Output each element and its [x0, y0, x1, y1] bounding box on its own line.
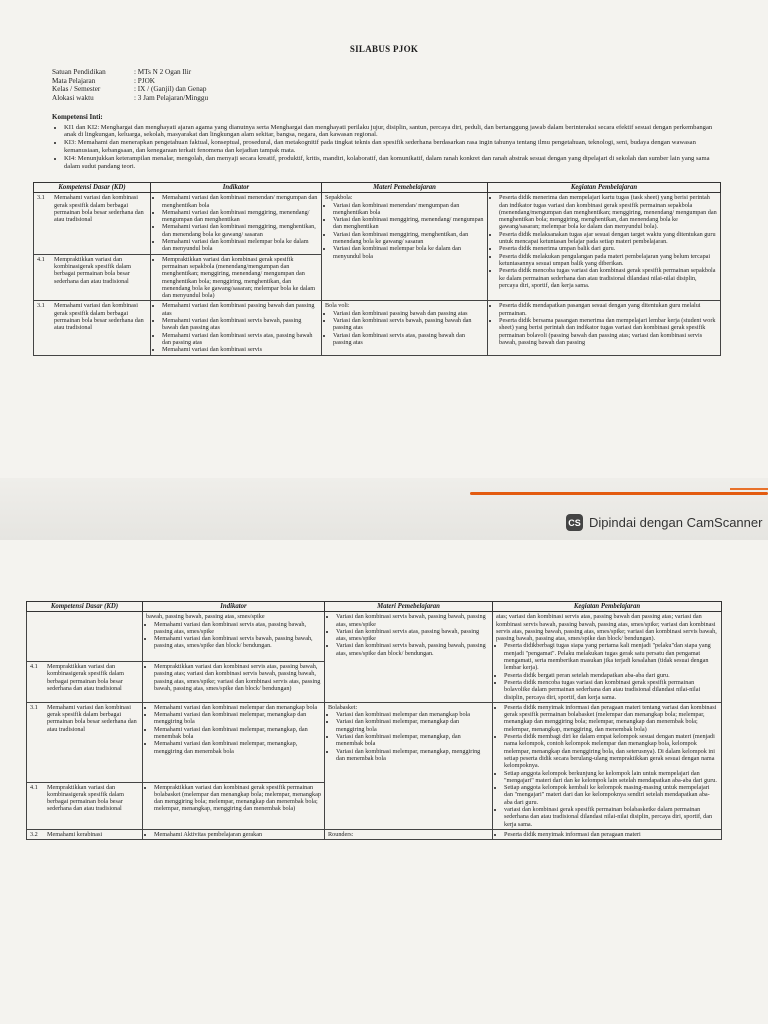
table-header-row — [34, 183, 721, 193]
materi-title: Bola voli: — [325, 302, 350, 310]
indikator-list — [146, 704, 321, 755]
kd-number: 3.1 — [37, 194, 45, 202]
indikator-item: • Mempraktikkan variasi dan kombinasi servis atas, passing bawah, passing atas; variasi dan kombinasi servis bawah, passing bawah, passing atas, smes/spike; variasi dan kombinasi servis atas, passing bawah, passing atas, smes/spike dan block/ bendungan) — [154, 663, 321, 692]
indikator-lead: bawah, passing bawah, passing atas, smes/spike — [146, 613, 265, 621]
meta-row — [52, 68, 208, 77]
kegiatan-item: • Peserta didik menyimak informasi dan peragaan materi — [504, 831, 718, 838]
materi-item: • Variasi dan kombinasi menendan/ mengumpan dan menghentikan bola — [333, 202, 484, 217]
meta-label: Kelas / Semester — [52, 85, 101, 94]
header-kegiatan: Kegiatan Pembelajaran — [493, 602, 722, 612]
scan-edge-line-short — [730, 488, 768, 490]
indikator-list — [154, 302, 318, 353]
materi-title: Sepakbola: — [325, 194, 353, 202]
kd-text: Memahami variasi dan kombinasi gerak spesifik dalam berbagai permainan bola besar sederhana dan atau tradisional — [47, 703, 137, 733]
kompetensi-inti-title: Kompetensi Inti: — [52, 113, 103, 121]
materi-cell — [325, 702, 493, 829]
meta-block — [52, 68, 208, 102]
camscanner-text: Dipindai dengan CamScanner — [589, 515, 763, 530]
materi-item: • Variasi dan kombinasi melempar, menangkap dan menggiring bola — [336, 718, 489, 733]
kegiatan-item: • Peserta didik mencoba tugas variasi dan kombinasi gerak spesifik permainan bolavolike dalam permainan sederhana dan atau tradisional dilandasi nilai-nilai disiplin, percaya diri, sportif, dan kerja sama. — [504, 679, 718, 701]
materi-list — [325, 310, 484, 346]
header-materi: Materi Pemebelajaran — [322, 183, 488, 193]
indikator-item: • Memahami variasi dan kombinasi servis bawah, passing bawah dan passing atas — [162, 317, 318, 332]
kegiatan-item: • Peserta didik melakukan pengulangan pada materi pembelajaran yang belum tercapai ketuntasannya sesuai umpan balik yang diberikan. — [499, 253, 717, 268]
indikator-cell — [151, 254, 322, 301]
kd-entry — [30, 704, 139, 733]
kegiatan-item: • Peserta didikberbagi tugas siapa yang pertama kali menjadi "pelaku"dan siapa yang menjadi "pengamat". Pelaku melakukan tugas gerak satu persatu dan pengamat mengamati, serta memberikan masukan jika terjadi kesalahan (tidak sesuai dengan lembar kerja). — [504, 642, 718, 671]
header-materi: Materi Pemebelajaran — [325, 602, 493, 612]
meta-value: : IX / (Ganjil) dan Genap — [134, 85, 207, 94]
indikator-list — [154, 256, 318, 300]
meta-value: : PJOK — [134, 76, 155, 85]
indikator-list — [146, 784, 321, 813]
indikator-item: • Memahami variasi dan kombinasi melempar, menangkap dan menggiring bola — [154, 711, 321, 726]
materi-item: • Variasi dan kombinasi menggiring, menghentikan, dan menendang bola ke gawang/ sasaran — [333, 231, 484, 246]
kegiatan-cell — [488, 301, 721, 355]
table-row — [27, 612, 722, 662]
meta-value: : 3 Jam Pelajaran/Minggu — [134, 93, 209, 102]
kd-entry — [37, 256, 147, 285]
kegiatan-item: • Peserta didik mencoba tugas variasi dan kombinasi gerak spesifik permainan sepakbola ke dalam permainan sederhana dan atau tradisional dilandasi nilai-nilai disiplin, percaya diri, sportif, dan kerja sama. — [499, 267, 717, 289]
kegiatan-item: • Setiap anggota kelompok berkunjung ke kelompok lain untuk mempelajari dan "mengajari" materi dari dan ke kelompok lain setelah mendapatkan aba-aba dari guru. — [504, 770, 718, 785]
indikator-item: • Memahami variasi dan kombinasi menendan/ mengumpan dan menghentikan bola — [162, 194, 318, 209]
kd-number: 4.1 — [30, 663, 38, 671]
kd-text: Mempraktikkan variasi dan kombinasigerak spesifik dalam berbagai permainan bola besar sederhana dan atau tradisional — [47, 783, 124, 813]
camscanner-watermark — [566, 514, 762, 531]
materi-list — [328, 711, 489, 762]
kd-cell — [27, 612, 143, 662]
indikator-cell — [143, 782, 325, 829]
header-indikator: Indikator — [143, 602, 325, 612]
kompetensi-inti-item: • KI4: Menunjukkan keterampilan menalar, mengolah, dan menyaji secara kreatif, produktif, kritis, mandiri, kolaboratif, dan komunikatif, dalam ranah konkret dan ranah abstrak sesuai dengan yang dipelajari di sekolah dan sumber lain yang sama dalam sudut pandang teori. — [64, 155, 720, 170]
kegiatan-item: • Peserta didik bersama pasangan menerima dan mempelajari lembar kerja (student work sheet) yang berisi perintah dan indikator tugas variasi dan kombinasi gerak spesifik permainan bolavoli (passing bawah dan passing atas; variasi dan kombinasi servis bawah, passing bawah dan passing — [499, 317, 717, 346]
kegiatan-cell — [488, 193, 721, 301]
materi-cell — [322, 301, 488, 355]
kegiatan-list — [491, 194, 717, 289]
indikator-cell — [151, 301, 322, 355]
kegiatan-item: • Peserta didik menerima dan mempelajari kartu tugas (task sheet) yang berisi perintah dan indikator tugas variasi dan kombinasi gerak spesifik permainan sepakbola (menendang/mengumpan dan menghentikan; menggiring, menendang/ mengumpan dan menghentikan bola; menggiring, menghentikan, dan menendang bola ke gawang/sasaran; melempar bola ke dalam dan menyundul bola). — [499, 194, 717, 230]
indikator-item: • Memahami variasi dan kombinasi melempar bola ke dalam dan menyundul bola — [162, 238, 318, 253]
meta-row — [52, 77, 208, 86]
kompetensi-inti-item: • KI1 dan KI2: Menghargai dan menghayati ajaran agama yang dianutnya serta Menghargai dan menghayati perilaku jujur, disiplin, santun, percaya diri, peduli, dan bertanggung jawab dalam berinteraksi secara efektif sesuai dengan perkembangan anak di lingkungan, keluarga, sekolah, masyarakat dan lingkungan alam sekitar, bangsa, negara, dan kawasan regional. — [64, 124, 720, 139]
kompetensi-inti — [52, 114, 720, 171]
indikator-list — [146, 831, 321, 838]
kegiatan-item: • Peserta didik mendapatkan pasangan sesuai dengan yang ditentukan guru melalui permainan. — [499, 302, 717, 317]
kd-entry — [37, 194, 147, 223]
materi-item: • Variasi dan kombinasi melempar, menangkap, dan menembak bola — [336, 733, 489, 748]
table-row — [34, 301, 721, 355]
kegiatan-item: • Peserta didik bergati peran setelah mendapatkan aba-aba dari guru. — [504, 672, 718, 679]
indikator-item: • Memahami variasi dan kombinasi passing bawah dan passing atas — [162, 302, 318, 317]
scan-edge-line — [470, 492, 768, 495]
kd-cell — [27, 829, 143, 839]
materi-item: • Variasi dan kombinasi servis bawah, passing bawah, passing atas, smes/spike — [336, 613, 489, 628]
meta-label: Mata Pelajaran — [52, 76, 96, 85]
materi-item: • Variasi dan kombinasi servis bawah, passing bawah dan passing atas — [333, 317, 484, 332]
materi-title: Rounders: — [328, 830, 354, 838]
kd-number: 4.1 — [30, 783, 38, 791]
indikator-list — [146, 663, 321, 692]
kompetensi-inti-item: • KI3: Memahami dan menerapkan pengetahuan faktual, konseptual, prosedural, dan metakognitif pada tingkat teknis dan spesifik sederhana berdasarkan rasa ingin tahunya tentang ilmu pengetahuan, teknologi, seni, budaya dengan wawasan kemanusiaan, kebangsaan, dan kenegaraan terkait fenomena dan kejadian tampak mata. — [64, 139, 720, 154]
indikator-cell — [143, 612, 325, 662]
indikator-item: • Mempraktikkan variasi dan kombinasi gerak spesifik permainan bolabasket (melempar dan menangkap bola; melempar, menangkap dan menggiring bola; melempar, menangkap dan menembak bola; melempar, menangkap, menggiring dan menembak bola) — [154, 784, 321, 813]
indikator-cell — [143, 829, 325, 839]
kd-cell — [27, 662, 143, 703]
document-page-1 — [0, 0, 768, 478]
kd-cell — [34, 193, 151, 254]
materi-cell — [325, 612, 493, 703]
kegiatan-item: • Peserta didik membagi diri ke dalam empat kelompok sesuai dengan materi (menjadi nama kelompok, contoh kelompok melempar dan menangkap bola, kelompok melempar, menangkap dan menggiring bola, dan seterusnya). Di dalam kelompok ini setiap peserta didik secara berulang-ulang mempraktikkan gerak sesuai dengan nama kelompoknya. — [504, 733, 718, 769]
syllabus-table-page-1 — [33, 182, 721, 356]
camscanner-logo-icon: CS — [566, 514, 583, 531]
kegiatan-cell — [493, 829, 722, 839]
kd-text: Memahami variasi dan kombinasi gerak spesifik dalam berbagai permainan bola besar sederhana dan atau tradisional — [54, 302, 144, 332]
table-row — [34, 193, 721, 254]
kd-cell — [34, 301, 151, 355]
materi-item: • Variasi dan kombinasi melempar dan menangkap bola — [336, 711, 489, 718]
kegiatan-list — [496, 831, 718, 838]
materi-list — [328, 613, 489, 657]
materi-title: Bolabasket: — [328, 703, 358, 711]
kd-number: 3.1 — [37, 302, 45, 310]
materi-cell — [325, 829, 493, 839]
kegiatan-item: • Peserta didik menyimak informasi dan peragaan materi tentang variasi dan kombinasi gerak spesifik permainan bolabasket (melempar dan menangkap bola; melempar, menangkap dan menggiring bola; melempar, menangkap dan menembak bola; melempar, menangkap, menggiring, dan menembak bola) — [504, 704, 718, 733]
kd-text: Mempraktikkan variasi dan kombinasigerak spesifik dalam berbagai permainan bola besar sederhana dan atau tradisional — [54, 255, 131, 285]
indikator-item: • Mempraktikkan variasi dan kombinasi gerak spesifik permainan sepakbola (menendang/mengumpan dan menghentikan; menggiring, menendang/ mengumpan dan menghentikan bola; menggiring, menghentikan, dan menendang bola ke gawang/sasaran; melempar bola ke dalam dan menyundul bola) — [162, 256, 318, 300]
indikator-item: • Memahami variasi dan kombinasi menggiring, menendang/ mengumpan dan menghentikan — [162, 209, 318, 224]
indikator-cell — [143, 662, 325, 703]
kd-entry — [30, 831, 139, 838]
indikator-list — [154, 194, 318, 252]
header-kegiatan: Kegiatan Pembelajaran — [488, 183, 721, 193]
header-kd: Kompetensi Dasar (KD) — [34, 183, 151, 193]
kd-number: 3.1 — [30, 703, 38, 711]
meta-value: : MTs N 2 Ogan Ilir — [134, 68, 192, 76]
materi-list — [325, 202, 484, 260]
kegiatan-list — [496, 642, 718, 700]
kegiatan-cell — [493, 612, 722, 703]
materi-item: • Variasi dan kombinasi servis atas, passing bawah dan passing atas — [333, 332, 484, 347]
meta-label: Satuan Pendidikan — [52, 68, 106, 76]
materi-item: • Variasi dan kombinasi menggiring, menendang/ mengumpan dan menghentikan — [333, 216, 484, 231]
kd-entry — [37, 302, 147, 331]
kd-entry — [30, 663, 139, 692]
kegiatan-item: • Setiap anggota kelompok kembali ke kelompok masing-masing untuk mempelajari dan "mengajari" materi dari dan ke kelompoknya sendiri setelah mendapatkan aba-aba dari guru. — [504, 784, 718, 806]
kegiatan-item: • variasi dan kombinasi gerak spesifik permainan bolabasketke dalam permainan sederhana dan atau tradisional dilandasi nilai-nilai disiplin, percaya diri, sportif, dan kerja sama. — [504, 806, 718, 828]
indikator-item: • Memahami variasi dan kombinasi melempar, menangkap, menggiring dan menembak bola — [154, 740, 321, 755]
indikator-item: • Memahami Aktivitas pembelajaran gerakan — [154, 831, 321, 838]
kd-text: Memahami kerabinasi — [47, 830, 103, 838]
kd-cell — [27, 782, 143, 829]
meta-row — [52, 94, 208, 103]
indikator-item: • Memahami variasi dan kombinasi melempar, menangkap, dan menembak bola — [154, 726, 321, 741]
materi-item: • Variasi dan kombinasi melempar bola ke dalam dan menyundul bola — [333, 245, 484, 260]
materi-item: • Variasi dan kombinasi servis atas, passing bawah, passing atas, smes/spike — [336, 628, 489, 643]
materi-item: • Variasi dan kombinasi melempar, menangkap, menggiring dan menembak bola — [336, 748, 489, 763]
indikator-item: • Memahami variasi dan kombinasi servis atas, passing bawah dan passing atas — [162, 332, 318, 347]
meta-label: Alokasi waktu — [52, 93, 94, 102]
kegiatan-item: • Peserta didik melaksanakan tugas ajar sesuai dengan target waktu yang ditentukan guru untuk mencapai ketuntasan belajar pada setiap materi pembelajaran. — [499, 231, 717, 246]
header-indikator: Indikator — [151, 183, 322, 193]
kd-text: Memahami variasi dan kombinasi gerak spesifik dalam berbagai permainan bola besar sederhana dan atau tradisional — [54, 194, 144, 224]
materi-item: • Variasi dan kombinasi servis bawah, passing bawah, passing atas, smes/spike dan block/ bendungan. — [336, 642, 489, 657]
kegiatan-list — [491, 302, 717, 346]
table-row — [27, 829, 722, 839]
kegiatan-item: • Peserta didik menerima umpan balik dari guru. — [499, 245, 717, 252]
indikator-item: • Memahami variasi dan kombinasi melempar dan menangkap bola — [154, 704, 321, 711]
indikator-item: • Memahami variasi dan kombinasi servis atas, passing bawah, passing atas, smes/spike — [154, 621, 321, 636]
kd-number: 4.1 — [37, 255, 45, 263]
table-row — [27, 702, 722, 782]
kegiatan-cell — [493, 702, 722, 829]
indikator-item: • Memahami variasi dan kombinasi servis — [162, 346, 318, 353]
indikator-cell — [151, 193, 322, 254]
syllabus-table-page-2 — [26, 601, 722, 840]
meta-row — [52, 85, 208, 94]
kompetensi-inti-list — [52, 124, 720, 171]
table-header-row — [27, 602, 722, 612]
document-title: SILABUS PJOK — [349, 44, 419, 54]
indikator-item: • Memahami variasi dan kombinasi servis bawah, passing bawah, passing atas, smes/spike dan block/ bendungan. — [154, 635, 321, 650]
indikator-list — [146, 621, 321, 650]
kd-number: 3.2 — [30, 830, 38, 838]
materi-item: • Variasi dan kombinasi passing bawah dan passing atas — [333, 310, 484, 317]
kd-cell — [27, 702, 143, 782]
indikator-item: • Memahami variasi dan kombinasi menggiring, menghentikan, dan menendang bola ke gawang/ sasaran — [162, 223, 318, 238]
kd-cell — [34, 254, 151, 301]
kd-text: Mempraktikkan variasi dan kombinasigerak spesifik dalam berbagai permainan bola besar sederhana dan atau tradisional — [47, 663, 124, 693]
indikator-cell — [143, 702, 325, 782]
kd-entry — [30, 784, 139, 813]
materi-cell — [322, 193, 488, 301]
header-kd: Kompetensi Dasar (KD) — [27, 602, 143, 612]
kegiatan-list — [496, 704, 718, 828]
kegiatan-lead: atas; variasi dan kombinasi servis atas, passing bawah dan passing atas; variasi dan kombinasi servis bawah, passing bawah, passing atas, smes/spike; variasi dan kombinasi servis atas, passing bawah, passing atas, smes/spike; variasi dan kombinasi servis bawah, passing bawah, passing atas, smes/spike dan block/ bendungan). — [496, 613, 717, 643]
